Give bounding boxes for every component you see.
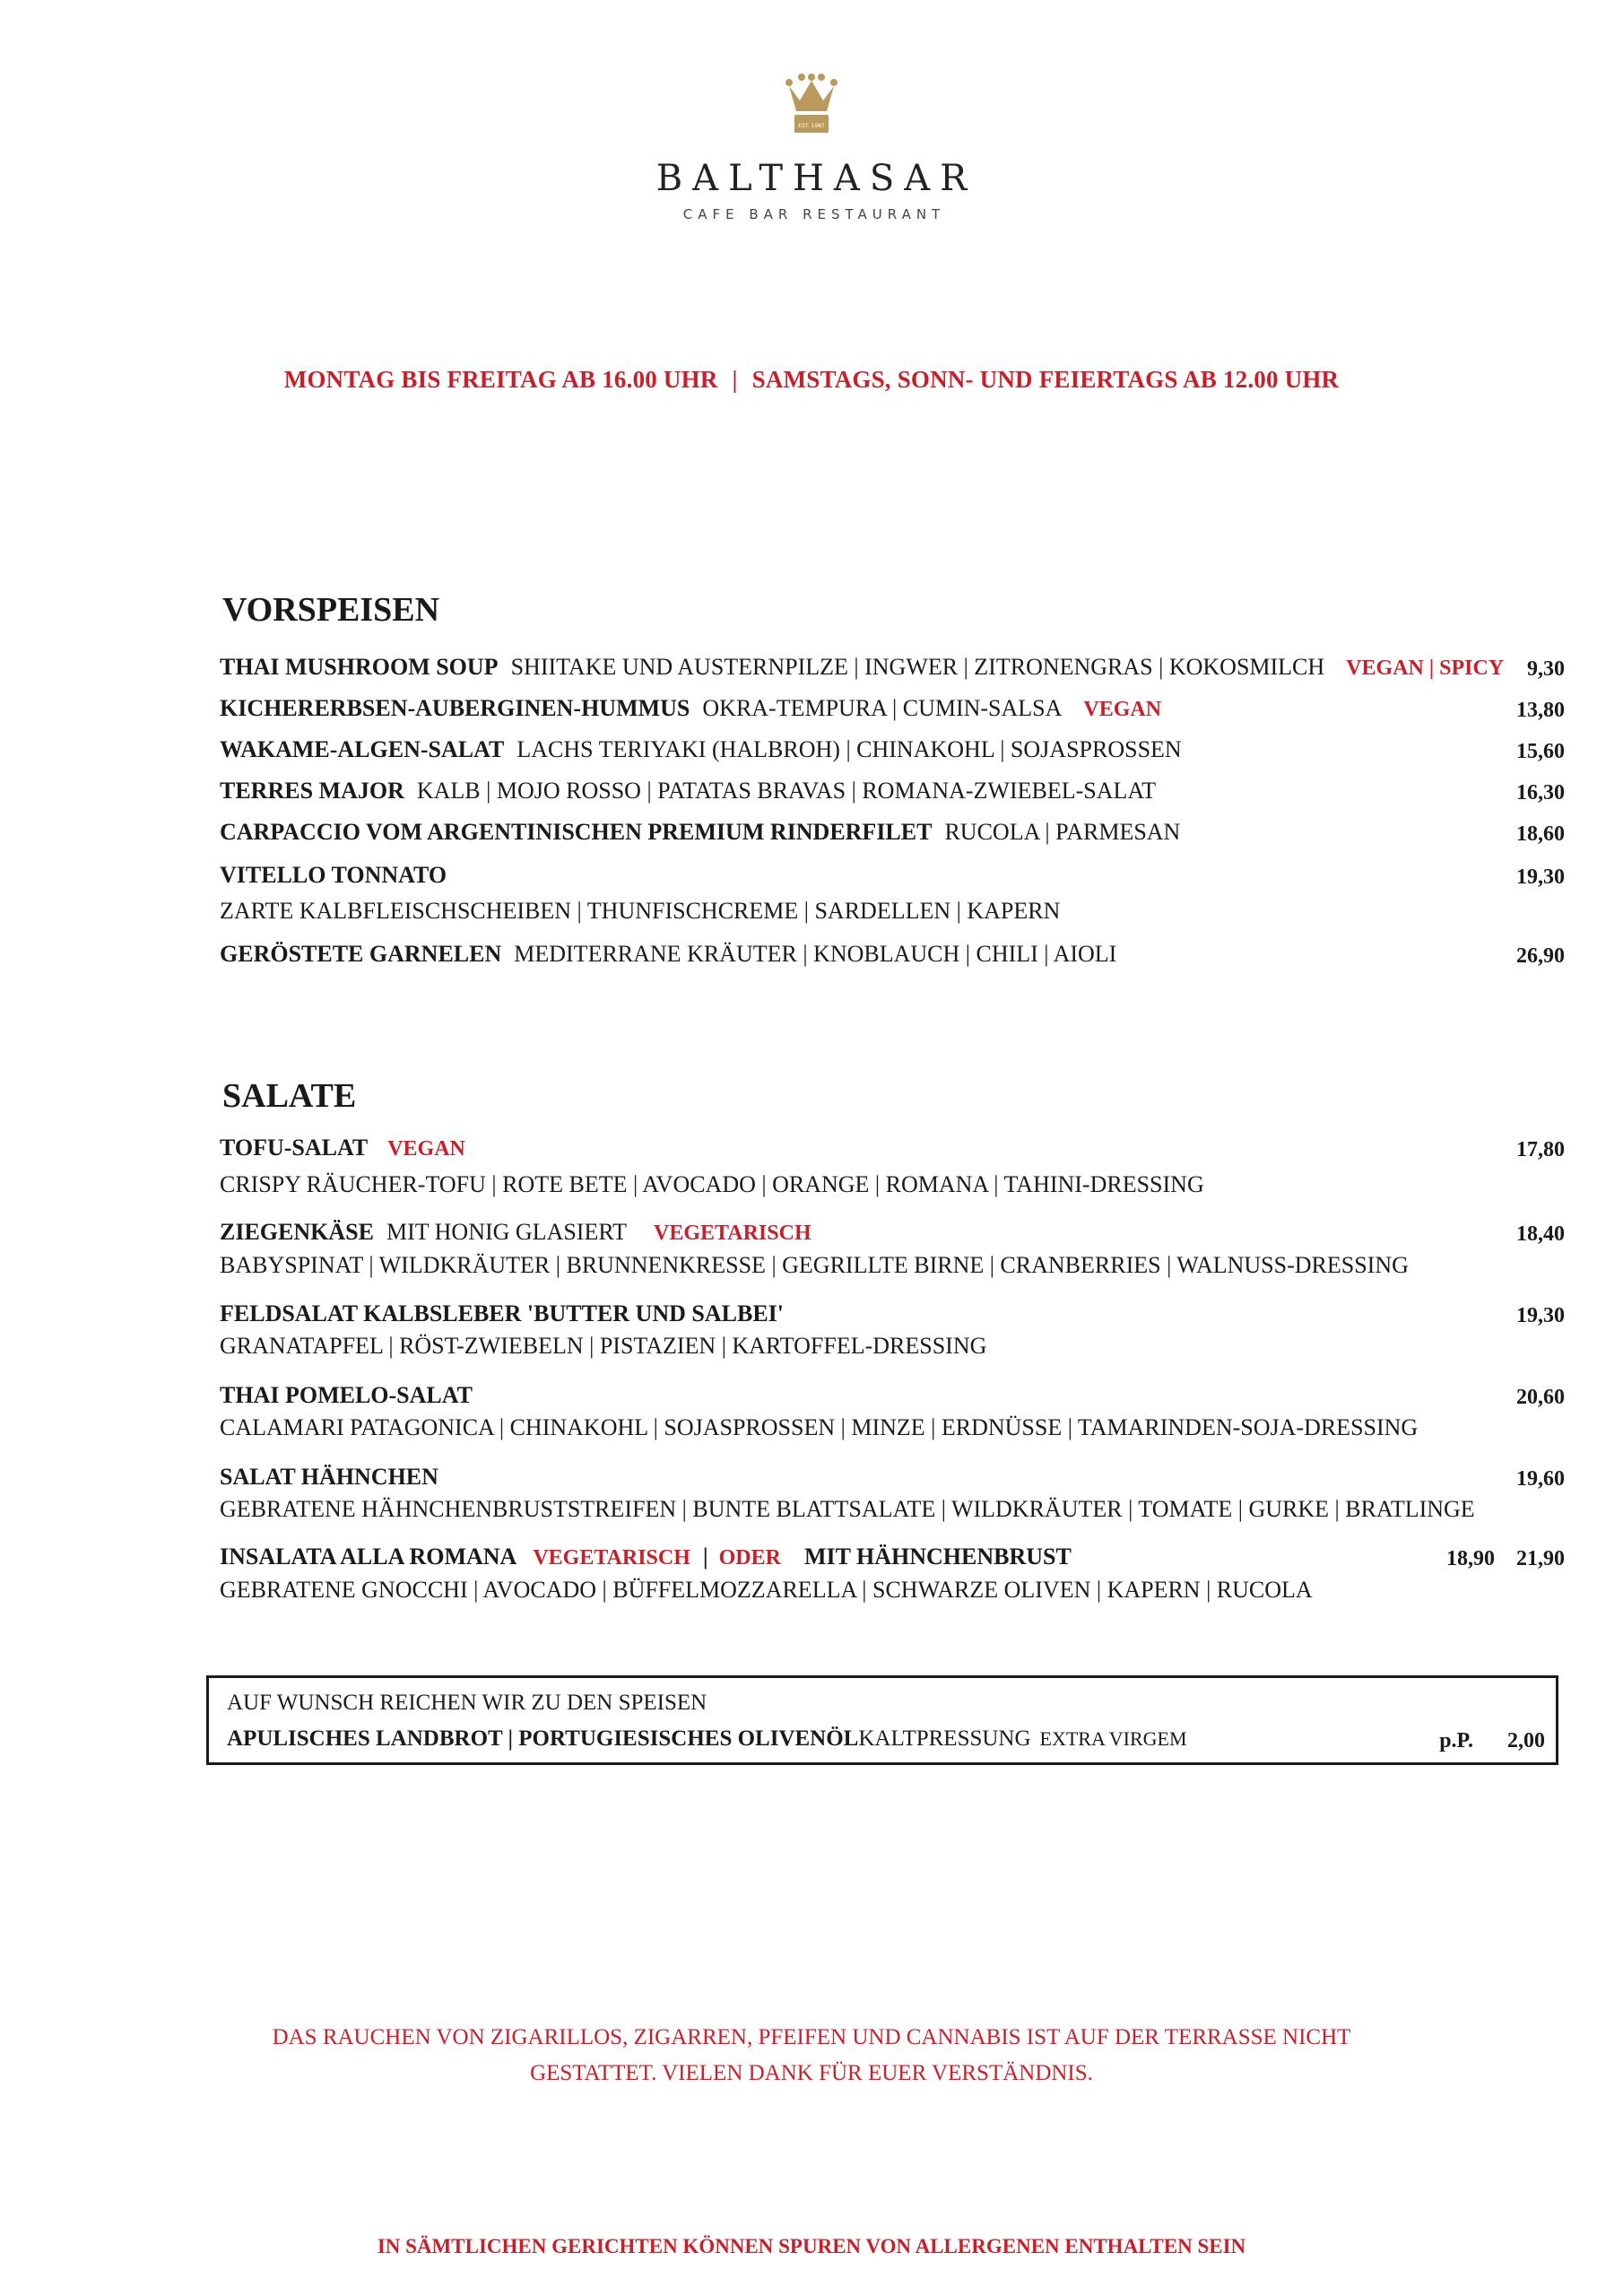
section-title-salate: SALATE xyxy=(222,1077,357,1115)
item-name: THAI POMELO-SALAT xyxy=(220,1382,473,1408)
item-desc: GEBRATENE HÄHNCHENBRUSTSTREIFEN | BUNTE BLATTSALATE | WILDKRÄUTER | TOMATE | GURKE | BRATLINGE xyxy=(220,1496,1475,1522)
item-price: 19,30 xyxy=(1516,1304,1565,1327)
menu-item xyxy=(220,1298,1565,1362)
hours-weekday: MONTAG BIS FREITAG AB 16.00 UHR xyxy=(283,366,718,393)
menu-item xyxy=(220,1461,1565,1526)
item-desc-line2: BABYSPINAT | WILDKRÄUTER | BRUNNENKRESSE | GEGRILLTE BIRNE | CRANBERRIES | WALNUSS-DRESSING xyxy=(220,1252,1409,1278)
item-name-variant: MIT HÄHNCHENBRUST xyxy=(803,1544,1072,1570)
crown-icon xyxy=(784,74,839,138)
item-desc: GRANATAPFEL | RÖST-ZWIEBELN | PISTAZIEN | KARTOFFEL-DRESSING xyxy=(220,1333,987,1359)
extra-price: 2,00 xyxy=(1507,1729,1545,1752)
hours-separator: | xyxy=(732,366,738,393)
item-tag: VEGAN | SPICY xyxy=(1346,657,1505,680)
item-price: 21,90 xyxy=(1516,1547,1565,1570)
item-name: CARPACCIO VOM ARGENTINISCHEN PREMIUM RINDERFILET xyxy=(220,819,933,845)
item-name: GERÖSTETE GARNELEN xyxy=(220,941,502,967)
item-name: VITELLO TONNATO xyxy=(220,862,447,888)
item-desc: RUCOLA | PARMESAN xyxy=(944,819,1181,845)
extra-bold: APULISCHES LANDBROT | PORTUGIESISCHES OLIVENÖL xyxy=(227,1726,859,1751)
item-price: 19,60 xyxy=(1516,1467,1565,1491)
item-tag: VEGAN xyxy=(1083,698,1162,721)
menu-item xyxy=(220,651,1565,684)
item-price: 20,60 xyxy=(1516,1386,1565,1409)
opening-hours xyxy=(0,366,1623,394)
item-desc: LACHS TERIYAKI (HALBROH) | CHINAKOHL | SOJASPROSSEN xyxy=(516,736,1182,762)
menu-item xyxy=(220,1132,1565,1201)
item-tag: VEGAN xyxy=(387,1137,465,1161)
item-desc: ZARTE KALBFLEISCHSCHEIBEN | THUNFISCHCREME | SARDELLEN | KAPERN xyxy=(220,898,1061,924)
item-price: 26,90 xyxy=(1516,944,1565,968)
item-name: ZIEGENKÄSE xyxy=(220,1219,374,1245)
menu-item xyxy=(220,775,1565,807)
item-price: 13,80 xyxy=(1516,699,1565,722)
item-tag: VEGETARISCH xyxy=(654,1222,812,1245)
brand-subtitle: CAFE BAR RESTAURANT xyxy=(682,206,946,222)
menu-item xyxy=(220,1216,1565,1282)
extra-line xyxy=(227,1726,1187,1752)
item-price: 15,60 xyxy=(1516,740,1565,763)
item-desc: GEBRATENE GNOCCHI | AVOCADO | BÜFFELMOZZARELLA | SCHWARZE OLIVEN | KAPERN | RUCOLA xyxy=(220,1577,1313,1603)
menu-item xyxy=(220,1379,1565,1444)
item-price: 19,30 xyxy=(1516,865,1565,889)
item-tag-oder: ODER xyxy=(718,1546,781,1570)
item-desc: MIT HONIG GLASIERT xyxy=(386,1219,628,1245)
item-name: FELDSALAT KALBSLEBER 'BUTTER UND SALBEI' xyxy=(220,1300,785,1326)
menu-item xyxy=(220,734,1565,766)
item-price: 18,40 xyxy=(1516,1222,1565,1246)
menu-item xyxy=(220,938,1565,970)
extra-small: EXTRA VIRGEM xyxy=(1039,1727,1187,1750)
item-desc: SHIITAKE UND AUSTERNPILZE | INGWER | ZITRONENGRAS | KOKOSMILCH xyxy=(510,654,1325,680)
extra-intro: AUF WUNSCH REICHEN WIR ZU DEN SPEISEN xyxy=(227,1691,707,1715)
item-desc: CALAMARI PATAGONICA | CHINAKOHL | SOJASPROSSEN | MINZE | ERDNÜSSE | TAMARINDEN-SOJA-DRESSING xyxy=(220,1414,1419,1440)
extra-normal: KALTPRESSUNG xyxy=(858,1726,1031,1751)
restaurant-logo xyxy=(0,74,1623,222)
item-desc: CRISPY RÄUCHER-TOFU | ROTE BETE | AVOCADO | ORANGE | ROMANA | TAHINI-DRESSING xyxy=(220,1171,1204,1197)
item-name: KICHERERBSEN-AUBERGINEN-HUMMUS xyxy=(220,695,690,721)
item-price: 9,30 xyxy=(1527,657,1565,681)
menu-item xyxy=(220,1541,1565,1606)
item-price: 16,30 xyxy=(1516,781,1565,804)
item-desc: KALB | MOJO ROSSO | PATATAS BRAVAS | ROMANA-ZWIEBEL-SALAT xyxy=(416,778,1157,804)
item-price: 17,80 xyxy=(1516,1138,1565,1161)
notice-line-1: DAS RAUCHEN VON ZIGARILLOS, ZIGARREN, PFEIFEN UND CANNABIS IST AUF DER TERRASSE NICHT xyxy=(272,2025,1351,2049)
item-desc: MEDITERRANE KRÄUTER | KNOBLAUCH | CHILI | AIOLI xyxy=(514,941,1117,967)
section-title-vorspeisen: VORSPEISEN xyxy=(222,591,440,629)
item-tag: VEGETARISCH xyxy=(533,1546,690,1570)
item-desc: OKRA-TEMPURA | CUMIN-SALSA xyxy=(702,695,1063,721)
item-name: TOFU-SALAT xyxy=(220,1135,369,1161)
item-name: THAI MUSHROOM SOUP xyxy=(220,654,499,680)
extra-bread-box xyxy=(206,1675,1558,1765)
item-name: SALAT HÄHNCHEN xyxy=(220,1464,438,1490)
menu-item xyxy=(220,816,1565,848)
menu-item xyxy=(220,692,1565,726)
brand-name: BALTHASAR xyxy=(655,158,977,199)
item-separator: | xyxy=(702,1544,708,1570)
item-name: INSALATA ALLA ROMANA xyxy=(220,1544,517,1570)
notice-line-2: GESTATTET. VIELEN DANK FÜR EUER VERSTÄNDNIS. xyxy=(530,2061,1093,2085)
item-name: WAKAME-ALGEN-SALAT xyxy=(220,736,505,762)
hours-weekend: SAMSTAGS, SONN- UND FEIERTAGS AB 12.00 UHR xyxy=(751,366,1340,393)
item-price: 18,60 xyxy=(1516,822,1565,846)
allergen-notice: IN SÄMTLICHEN GERICHTEN KÖNNEN SPUREN VON ALLERGENEN ENTHALTEN SEIN xyxy=(377,2235,1246,2257)
item-price-vegetarian: 18,90 xyxy=(1446,1547,1495,1570)
crown-est-text: EST. 1987 xyxy=(798,123,825,129)
extra-per-person: p.P. xyxy=(1439,1729,1473,1752)
item-name: TERRES MAJOR xyxy=(220,778,404,804)
smoking-notice xyxy=(0,2020,1623,2092)
menu-item xyxy=(220,859,1565,927)
